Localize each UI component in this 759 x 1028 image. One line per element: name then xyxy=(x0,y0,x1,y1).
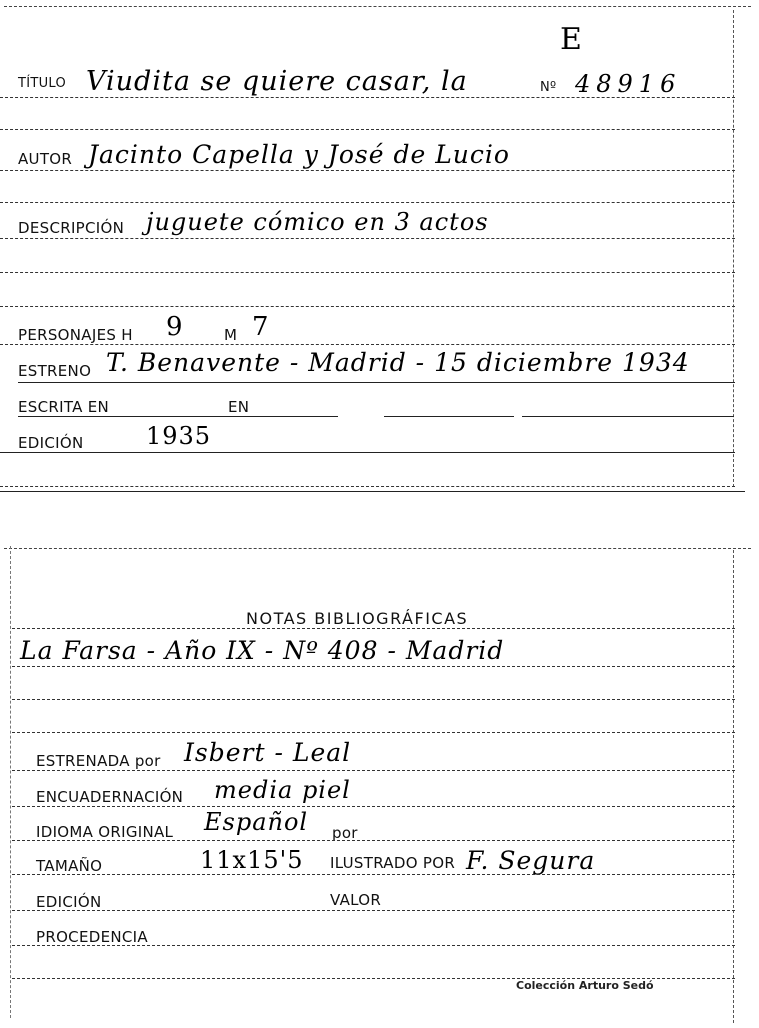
row-rule xyxy=(0,452,735,453)
encuadernacion-label: ENCUADERNACIÓN xyxy=(36,788,184,806)
card-left-edge xyxy=(10,546,11,1018)
row-rule xyxy=(18,416,338,417)
card-top-edge xyxy=(4,548,751,549)
row-rule xyxy=(0,170,735,171)
edicion-label: EDICIÓN xyxy=(18,434,84,452)
estrenada-label: ESTRENADA por xyxy=(36,752,161,770)
row-rule xyxy=(384,416,514,417)
row-rule xyxy=(12,910,735,911)
notas-value: La Farsa - Año IX - Nº 408 - Madrid xyxy=(20,636,505,665)
bottom-edicion-label: EDICIÓN xyxy=(36,893,102,911)
catalog-card-top xyxy=(0,0,759,492)
personajes-m-label: M xyxy=(224,326,238,344)
row-rule xyxy=(0,344,735,345)
collection-footer: Colección Arturo Sedó xyxy=(516,979,654,992)
tamano-label: TAMAÑO xyxy=(36,857,103,875)
numero-label: Nº xyxy=(540,80,557,95)
estreno-value: T. Benavente - Madrid - 15 diciembre 1934 xyxy=(106,348,690,377)
row-rule xyxy=(0,306,735,307)
row-rule xyxy=(12,945,735,946)
row-rule xyxy=(522,416,734,417)
row-rule xyxy=(12,840,735,841)
autor-label: AUTOR xyxy=(18,150,73,168)
ilustrado-value: F. Segura xyxy=(466,846,596,875)
row-rule xyxy=(12,874,735,875)
titulo-value: Viudita se quiere casar, la xyxy=(86,66,468,97)
idioma-label: IDIOMA ORIGINAL xyxy=(36,823,174,841)
numero-annotation: E xyxy=(560,22,583,57)
estreno-label: ESTRENO xyxy=(18,362,92,380)
encuadernacion-value: media piel xyxy=(214,776,351,804)
row-rule xyxy=(0,238,735,239)
row-rule xyxy=(0,272,735,273)
descripcion-label: DESCRIPCIÓN xyxy=(18,219,125,237)
por-label: por xyxy=(332,824,358,842)
edicion-value: 1935 xyxy=(146,422,212,450)
ilustrado-label: ILUSTRADO POR xyxy=(330,854,456,872)
numero-value: 48916 xyxy=(575,70,682,98)
personajes-h-label: PERSONAJES H xyxy=(18,326,133,344)
row-rule xyxy=(12,666,735,667)
row-rule xyxy=(0,202,735,203)
row-rule xyxy=(0,486,735,487)
catalog-card-bottom xyxy=(0,540,759,1028)
row-rule xyxy=(12,699,735,700)
procedencia-label: PROCEDENCIA xyxy=(36,928,148,946)
card-right-edge xyxy=(733,550,734,1023)
row-rule xyxy=(12,732,735,733)
row-rule xyxy=(12,806,735,807)
idioma-value: Español xyxy=(204,808,309,836)
escrita-en-label: EN xyxy=(228,398,250,416)
personajes-h-value: 9 xyxy=(166,312,184,342)
notas-heading: NOTAS BIBLIOGRÁFICAS xyxy=(246,609,469,628)
row-rule xyxy=(18,382,735,383)
descripcion-value: juguete cómico en 3 actos xyxy=(146,208,489,236)
personajes-m-value: 7 xyxy=(252,312,270,342)
card-top-edge xyxy=(4,6,751,7)
estrenada-value: Isbert - Leal xyxy=(184,738,352,767)
row-rule xyxy=(12,628,735,629)
autor-value: Jacinto Capella y José de Lucio xyxy=(88,140,510,169)
titulo-label: TÍTULO xyxy=(18,76,67,91)
row-rule xyxy=(0,97,735,98)
row-rule xyxy=(12,770,735,771)
card-bottom-edge xyxy=(0,491,745,492)
row-rule xyxy=(0,129,735,130)
valor-label: VALOR xyxy=(330,891,382,909)
tamano-value: 11x15'5 xyxy=(200,846,304,874)
escrita-label: ESCRITA EN xyxy=(18,398,110,416)
